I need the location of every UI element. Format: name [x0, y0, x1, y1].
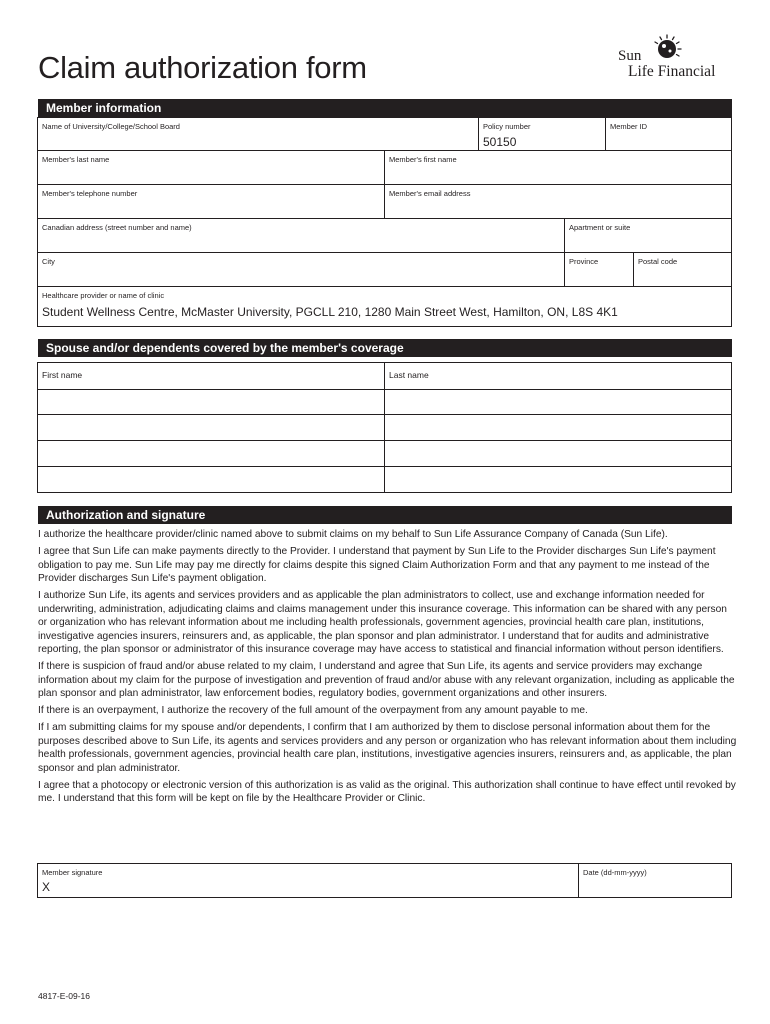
- signature-value: X: [42, 880, 51, 894]
- provider-field[interactable]: [37, 286, 732, 327]
- logo-line2: Life Financial: [628, 63, 716, 80]
- auth-paragraph: If there is an overpayment, I authorize the recovery of the full amount of the overpayment from any amount payable to me.: [38, 705, 588, 716]
- date-field[interactable]: [578, 863, 732, 898]
- first-name-label: Member's first name: [389, 155, 457, 164]
- dependent-first-name-header: [37, 362, 385, 390]
- apartment-label: Apartment or suite: [569, 223, 631, 232]
- dependent-first-name-label: First name: [42, 370, 83, 380]
- dependent-row-3-first[interactable]: [37, 440, 385, 467]
- dependent-row-4-first[interactable]: [37, 466, 385, 493]
- form-number: 4817-E-09-16: [38, 991, 90, 1001]
- telephone-label: Member's telephone number: [42, 189, 138, 198]
- policy-number-value: 50150: [483, 135, 517, 149]
- provider-value: Student Wellness Centre, McMaster University, PGCLL 210, 1280 Main Street West, Hamilton, ON, L8S 4K1: [42, 305, 618, 319]
- signature-field[interactable]: [37, 863, 579, 898]
- sun-icon: [650, 34, 684, 64]
- last-name-label: Member's last name: [42, 155, 110, 164]
- form-title: Claim authorization form: [38, 50, 367, 85]
- date-label: Date (dd-mm-yyyy): [583, 868, 647, 877]
- postal-code-label: Postal code: [638, 257, 678, 266]
- signature-label: Member signature: [42, 868, 103, 877]
- auth-paragraph: I authorize Sun Life, its agents and services providers and as applicable the plan administrators to collect, use and exchange information needed for underwriting, administration, adjudicating claims and claims management under this insurance coverage. This information can be shared with any person or organization who has relevant information about me including health professionals, government agencies, provincial health care plan, institutions, investigative agencies insurers, reinsurers and, as applicable, the plan sponsor and plan administrator. I understand that for audits and administrative reporting, the plan sponsor or administrator of this insurance coverage may have access to statistical and financial information without person identifiers.: [38, 590, 727, 655]
- address-field[interactable]: [37, 218, 565, 253]
- province-label: Province: [569, 257, 599, 266]
- dependents-header: Spouse and/or dependents covered by the member's coverage: [38, 339, 732, 357]
- dependent-last-name-header: [384, 362, 732, 390]
- sun-life-logo: [612, 32, 734, 84]
- auth-paragraph: If I am submitting claims for my spouse and/or dependents, I confirm that I am authorized by them to disclose personal information about them for the purposes described above to Sun Life, its agents and services providers and any person or organization who has relevant information about them including health professionals, government agencies, provincial health care plan, institutions, investigative agencies insurers, reinsurers and, as applicable, the plan sponsor and plan administrator.: [38, 722, 737, 774]
- last-name-field[interactable]: [37, 150, 385, 185]
- member-info-grid: [38, 118, 732, 328]
- dependent-row-4-last[interactable]: [384, 466, 732, 493]
- dependents-table: [38, 363, 732, 494]
- policy-number-label: Policy number: [483, 122, 531, 131]
- auth-paragraph: I agree that Sun Life can make payments directly to the Provider. I understand that payment by Sun Life to the Provider discharges Sun Life's payment obligation to pay me. Sun Life may pay me directly for claims despite this signed Claim Authorization Form and that any payment to me instead of the Provider discharges Sun Life's payment obligation.: [38, 546, 716, 584]
- address-label: Canadian address (street number and name): [42, 223, 192, 232]
- auth-paragraph: I authorize the healthcare provider/clinic named above to submit claims on my behalf to Sun Life Assurance Company of Canada (Sun Life).: [38, 529, 668, 540]
- policy-number-field[interactable]: [478, 117, 606, 151]
- email-field[interactable]: [384, 184, 732, 219]
- city-label: City: [42, 257, 55, 266]
- dependent-last-name-label: Last name: [389, 370, 429, 380]
- province-field[interactable]: [564, 252, 634, 287]
- member-id-field[interactable]: [605, 117, 732, 151]
- dependent-row-2-last[interactable]: [384, 414, 732, 441]
- member-info-header: Member information: [38, 99, 732, 117]
- dependent-row-3-last[interactable]: [384, 440, 732, 467]
- auth-paragraph: If there is suspicion of fraud and/or abuse related to my claim, I understand and agree that Sun Life, its agents and service providers may exchange information about my claim for the purpose of investigation and prevention of fraud and/or abuse with any relevant organization, including as applicable the plan sponsor and plan administrator, law enforcement bodies, regulatory bodies, government organizations and other insurers.: [38, 661, 735, 699]
- authorization-header: Authorization and signature: [38, 506, 732, 524]
- logo-line1: Sun: [618, 48, 642, 64]
- dependent-row-2-first[interactable]: [37, 414, 385, 441]
- provider-label: Healthcare provider or name of clinic: [42, 291, 165, 300]
- dependent-row-1-last[interactable]: [384, 389, 732, 415]
- member-id-label: Member ID: [610, 122, 648, 131]
- postal-code-field[interactable]: [633, 252, 732, 287]
- telephone-field[interactable]: [37, 184, 385, 219]
- university-field[interactable]: [37, 117, 479, 151]
- dependent-row-1-first[interactable]: [37, 389, 385, 415]
- auth-paragraph: I agree that a photocopy or electronic version of this authorization is as valid as the original. This authorization shall continue to have effect until revoked by me. I understand that this form will be kept on file by the Healthcare Provider or Clinic.: [38, 779, 736, 804]
- signature-row: [38, 864, 732, 899]
- first-name-field[interactable]: [384, 150, 732, 185]
- city-field[interactable]: [37, 252, 565, 287]
- university-label: Name of University/College/School Board: [42, 122, 180, 131]
- authorization-text: [38, 528, 738, 809]
- apartment-field[interactable]: [564, 218, 732, 253]
- email-label: Member's email address: [389, 189, 471, 198]
